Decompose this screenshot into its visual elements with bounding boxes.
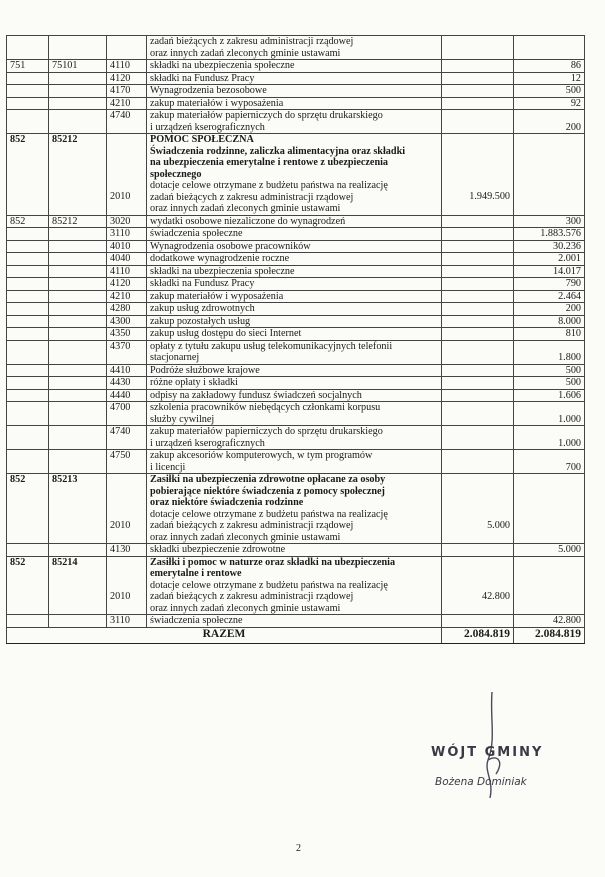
cell-description bbox=[147, 253, 442, 266]
cell-description bbox=[147, 364, 442, 377]
cell-rozdzial bbox=[49, 615, 107, 628]
cell-description bbox=[147, 228, 442, 241]
description-line: stacjonarnej bbox=[150, 352, 200, 363]
signature-title: WÓJT GMINY bbox=[431, 745, 544, 760]
cell-paragraf: 4440 bbox=[107, 389, 147, 402]
cell-description bbox=[147, 72, 442, 85]
cell-paragraf bbox=[107, 36, 147, 60]
cell-paragraf: 4110 bbox=[107, 265, 147, 278]
description-line: zadań bieżących z zakresu administracji rządowej bbox=[150, 191, 354, 203]
cell-decrease: 42.800 bbox=[514, 615, 585, 628]
description-line: zakup akcesoriów komputerowych, w tym programów bbox=[150, 450, 373, 461]
table-row bbox=[7, 389, 585, 402]
total-label: RAZEM bbox=[7, 627, 442, 643]
cell-paragraf: 4120 bbox=[107, 72, 147, 85]
table-row bbox=[7, 450, 585, 474]
cell-rozdzial: 75101 bbox=[49, 60, 107, 73]
cell-paragraf: 4740 bbox=[107, 426, 147, 450]
cell-description bbox=[147, 110, 442, 134]
description-line: składki ubezpieczenie zdrowotne bbox=[150, 544, 286, 555]
cell-paragraf: 4700 bbox=[107, 402, 147, 426]
total-row bbox=[7, 627, 585, 643]
cell-paragraf: 4280 bbox=[107, 303, 147, 316]
description-line: szkolenia pracowników niebędących członkami korpusu bbox=[150, 402, 381, 413]
cell-description bbox=[147, 328, 442, 341]
budget-table bbox=[6, 35, 585, 644]
table-row bbox=[7, 544, 585, 557]
cell-decrease: 700 bbox=[514, 450, 585, 474]
cell-paragraf: 4210 bbox=[107, 290, 147, 303]
description-line: zakup usług dostępu do sieci Internet bbox=[150, 328, 302, 339]
cell-dzial bbox=[7, 615, 49, 628]
cell-increase bbox=[442, 85, 514, 98]
cell-description bbox=[147, 265, 442, 278]
cell-decrease: 200 bbox=[514, 110, 585, 134]
description-line: zadań bieżących z zakresu administracji rządowej bbox=[150, 520, 354, 531]
description-line: Wynagrodzenia osobowe pracowników bbox=[150, 240, 311, 252]
cell-dzial bbox=[7, 315, 49, 328]
cell-rozdzial bbox=[49, 97, 107, 110]
cell-increase bbox=[442, 389, 514, 402]
cell-increase bbox=[442, 278, 514, 291]
cell-description bbox=[147, 240, 442, 253]
description-line: składki na ubezpieczenia społeczne bbox=[150, 265, 295, 277]
cell-dzial: 852 bbox=[7, 556, 49, 615]
cell-decrease: 92 bbox=[514, 97, 585, 110]
cell-rozdzial bbox=[49, 72, 107, 85]
table-row bbox=[7, 85, 585, 98]
cell-increase: 42.800 bbox=[442, 556, 514, 615]
signature-block bbox=[425, 740, 595, 800]
cell-description bbox=[147, 134, 442, 216]
cell-paragraf: 4130 bbox=[107, 544, 147, 557]
cell-rozdzial bbox=[49, 544, 107, 557]
description-line: służby cywilnej bbox=[150, 413, 215, 425]
table-row bbox=[7, 556, 585, 615]
cell-dzial: 751 bbox=[7, 60, 49, 73]
table-row bbox=[7, 228, 585, 241]
cell-decrease: 2.464 bbox=[514, 290, 585, 303]
cell-rozdzial: 85213 bbox=[49, 474, 107, 544]
cell-decrease: 500 bbox=[514, 364, 585, 377]
cell-decrease: 5.000 bbox=[514, 544, 585, 557]
cell-increase bbox=[442, 215, 514, 228]
cell-paragraf: 3110 bbox=[107, 228, 147, 241]
cell-increase bbox=[442, 72, 514, 85]
cell-dzial bbox=[7, 450, 49, 474]
cell-paragraf: 3110 bbox=[107, 615, 147, 628]
cell-increase bbox=[442, 240, 514, 253]
cell-rozdzial bbox=[49, 402, 107, 426]
cell-rozdzial bbox=[49, 315, 107, 328]
cell-dzial bbox=[7, 278, 49, 291]
cell-decrease: 1.883.576 bbox=[514, 228, 585, 241]
description-line: zadań bieżących z zakresu administracji rządowej bbox=[150, 591, 354, 602]
table-row bbox=[7, 315, 585, 328]
cell-increase bbox=[442, 340, 514, 364]
cell-decrease bbox=[514, 474, 585, 544]
description-line: oraz innych zadań zleconych gminie ustawami bbox=[150, 47, 341, 59]
cell-rozdzial bbox=[49, 377, 107, 390]
cell-paragraf: 2010 bbox=[107, 474, 147, 544]
table-row bbox=[7, 426, 585, 450]
cell-rozdzial: 85212 bbox=[49, 134, 107, 216]
cell-increase bbox=[442, 303, 514, 316]
cell-increase: 1.949.500 bbox=[442, 134, 514, 216]
cell-decrease: 1.800 bbox=[514, 340, 585, 364]
cell-dzial: 852 bbox=[7, 474, 49, 544]
table-row bbox=[7, 474, 585, 544]
cell-dzial bbox=[7, 340, 49, 364]
cell-decrease: 810 bbox=[514, 328, 585, 341]
table-row bbox=[7, 364, 585, 377]
cell-paragraf: 4750 bbox=[107, 450, 147, 474]
cell-paragraf: 4350 bbox=[107, 328, 147, 341]
cell-rozdzial: 85214 bbox=[49, 556, 107, 615]
cell-description bbox=[147, 426, 442, 450]
cell-paragraf: 2010 bbox=[107, 134, 147, 216]
cell-dzial bbox=[7, 36, 49, 60]
description-line: składki na Fundusz Pracy bbox=[150, 72, 255, 84]
cell-increase bbox=[442, 615, 514, 628]
description-line: emerytalne i rentowe bbox=[150, 568, 242, 579]
description-line: Zasiłki na ubezpieczenia zdrowotne opłacane za osoby bbox=[150, 474, 386, 485]
table-row bbox=[7, 60, 585, 73]
cell-decrease: 30.236 bbox=[514, 240, 585, 253]
cell-description bbox=[147, 377, 442, 390]
cell-rozdzial bbox=[49, 110, 107, 134]
cell-rozdzial bbox=[49, 265, 107, 278]
cell-dzial bbox=[7, 290, 49, 303]
cell-description bbox=[147, 215, 442, 228]
cell-increase bbox=[442, 544, 514, 557]
cell-description bbox=[147, 315, 442, 328]
cell-dzial bbox=[7, 426, 49, 450]
cell-rozdzial bbox=[49, 303, 107, 316]
table-row bbox=[7, 290, 585, 303]
cell-decrease: 500 bbox=[514, 377, 585, 390]
table-row bbox=[7, 97, 585, 110]
description-line: opłaty z tytułu zakupu usług telekomunikacyjnych telefonii bbox=[150, 340, 393, 352]
cell-increase bbox=[442, 97, 514, 110]
cell-decrease bbox=[514, 556, 585, 615]
table-row bbox=[7, 402, 585, 426]
cell-rozdzial bbox=[49, 240, 107, 253]
description-line: zadań bieżących z zakresu administracji rządowej bbox=[150, 36, 354, 47]
cell-decrease: 1.606 bbox=[514, 389, 585, 402]
cell-rozdzial bbox=[49, 253, 107, 266]
cell-decrease: 12 bbox=[514, 72, 585, 85]
table-row bbox=[7, 240, 585, 253]
cell-dzial bbox=[7, 544, 49, 557]
cell-rozdzial bbox=[49, 228, 107, 241]
table-row bbox=[7, 134, 585, 216]
cell-description bbox=[147, 450, 442, 474]
cell-dzial bbox=[7, 402, 49, 426]
cell-dzial bbox=[7, 328, 49, 341]
description-line: składki na Fundusz Pracy bbox=[150, 278, 255, 289]
cell-increase bbox=[442, 253, 514, 266]
cell-paragraf: 4410 bbox=[107, 364, 147, 377]
description-line: Podróże służbowe krajowe bbox=[150, 364, 260, 376]
cell-dzial: 852 bbox=[7, 134, 49, 216]
description-line: zakup materiałów papierniczych do sprzętu drukarskiego bbox=[150, 426, 383, 437]
description-line: Wynagrodzenia bezosobowe bbox=[150, 85, 267, 96]
cell-rozdzial bbox=[49, 389, 107, 402]
cell-dzial bbox=[7, 240, 49, 253]
table-row bbox=[7, 36, 585, 60]
description-line: zakup materiałów papierniczych do sprzętu drukarskiego bbox=[150, 110, 383, 121]
cell-increase bbox=[442, 60, 514, 73]
cell-description bbox=[147, 303, 442, 316]
cell-rozdzial bbox=[49, 426, 107, 450]
description-line: składki na ubezpieczenia społeczne bbox=[150, 60, 295, 71]
table-row bbox=[7, 72, 585, 85]
cell-dzial bbox=[7, 377, 49, 390]
cell-paragraf: 4120 bbox=[107, 278, 147, 291]
description-line: dotacje celowe otrzymane z budżetu państwa na realizację bbox=[150, 579, 388, 591]
table-row bbox=[7, 303, 585, 316]
description-line: społecznego bbox=[150, 168, 202, 180]
cell-increase bbox=[442, 377, 514, 390]
cell-dzial bbox=[7, 364, 49, 377]
table-row bbox=[7, 377, 585, 390]
cell-paragraf: 4370 bbox=[107, 340, 147, 364]
description-line: dotacje celowe otrzymane z budżetu państwa na realizację bbox=[150, 180, 388, 191]
cell-dzial bbox=[7, 265, 49, 278]
cell-rozdzial bbox=[49, 328, 107, 341]
cell-decrease: 8.000 bbox=[514, 315, 585, 328]
cell-increase bbox=[442, 450, 514, 474]
description-line: zakup materiałów i wyposażenia bbox=[150, 97, 284, 109]
description-line: zakup pozostałych usług bbox=[150, 315, 251, 327]
description-line: i urządzeń kserograficznych bbox=[150, 437, 265, 449]
description-line: oraz innych zadań zleconych gminie ustawami bbox=[150, 203, 341, 214]
cell-description bbox=[147, 556, 442, 615]
cell-rozdzial bbox=[49, 36, 107, 60]
cell-paragraf: 4010 bbox=[107, 240, 147, 253]
table-row bbox=[7, 265, 585, 278]
cell-paragraf: 2010 bbox=[107, 556, 147, 615]
cell-rozdzial bbox=[49, 85, 107, 98]
cell-paragraf: 4740 bbox=[107, 110, 147, 134]
description-line: i urządzeń kserograficznych bbox=[150, 121, 265, 133]
cell-description bbox=[147, 278, 442, 291]
budget-table-container bbox=[6, 35, 584, 644]
description-line: na ubezpieczenia emerytalne i rentowe z ubezpieczenia bbox=[150, 157, 389, 168]
cell-description bbox=[147, 340, 442, 364]
cell-dzial bbox=[7, 72, 49, 85]
cell-decrease: 2.001 bbox=[514, 253, 585, 266]
table-row bbox=[7, 215, 585, 228]
description-line: POMOC SPOŁECZNA bbox=[150, 134, 254, 145]
cell-description bbox=[147, 290, 442, 303]
cell-increase bbox=[442, 228, 514, 241]
cell-rozdzial bbox=[49, 278, 107, 291]
cell-rozdzial bbox=[49, 340, 107, 364]
cell-decrease: 200 bbox=[514, 303, 585, 316]
cell-decrease: 14.017 bbox=[514, 265, 585, 278]
cell-paragraf: 4300 bbox=[107, 315, 147, 328]
description-line: wydatki osobowe niezaliczone do wynagrodzeń bbox=[150, 215, 346, 227]
budget-table-body bbox=[7, 36, 585, 628]
table-row bbox=[7, 615, 585, 628]
cell-increase bbox=[442, 265, 514, 278]
cell-paragraf: 4170 bbox=[107, 85, 147, 98]
description-line: dodatkowe wynagrodzenie roczne bbox=[150, 253, 290, 264]
signature-name: Bożena Dominiak bbox=[435, 776, 527, 788]
table-row bbox=[7, 253, 585, 266]
cell-paragraf: 4040 bbox=[107, 253, 147, 266]
description-line: różne opłaty i składki bbox=[150, 377, 238, 388]
cell-increase bbox=[442, 402, 514, 426]
description-line: świadczenia społeczne bbox=[150, 228, 243, 239]
table-row bbox=[7, 340, 585, 364]
total-minus: 2.084.819 bbox=[514, 627, 585, 643]
cell-increase: 5.000 bbox=[442, 474, 514, 544]
table-row bbox=[7, 278, 585, 291]
cell-increase bbox=[442, 315, 514, 328]
description-line: Zasiłki i pomoc w naturze oraz składki na ubezpieczenia bbox=[150, 556, 396, 568]
cell-description bbox=[147, 474, 442, 544]
cell-increase bbox=[442, 328, 514, 341]
cell-paragraf: 4430 bbox=[107, 377, 147, 390]
cell-description bbox=[147, 615, 442, 628]
cell-increase bbox=[442, 364, 514, 377]
cell-dzial bbox=[7, 389, 49, 402]
cell-description bbox=[147, 60, 442, 73]
cell-dzial bbox=[7, 253, 49, 266]
table-row bbox=[7, 328, 585, 341]
description-line: zakup materiałów i wyposażenia bbox=[150, 290, 284, 302]
description-line: oraz niektóre świadczenia rodzinne bbox=[150, 497, 304, 508]
cell-description bbox=[147, 402, 442, 426]
cell-dzial bbox=[7, 97, 49, 110]
cell-rozdzial: 85212 bbox=[49, 215, 107, 228]
total-plus: 2.084.819 bbox=[442, 627, 514, 643]
cell-paragraf: 4110 bbox=[107, 60, 147, 73]
cell-paragraf: 4210 bbox=[107, 97, 147, 110]
cell-dzial: 852 bbox=[7, 215, 49, 228]
cell-increase bbox=[442, 36, 514, 60]
table-row bbox=[7, 110, 585, 134]
description-line: dotacje celowe otrzymane z budżetu państwa na realizację bbox=[150, 508, 388, 520]
cell-decrease: 1.000 bbox=[514, 402, 585, 426]
cell-dzial bbox=[7, 228, 49, 241]
cell-description bbox=[147, 389, 442, 402]
cell-increase bbox=[442, 290, 514, 303]
cell-rozdzial bbox=[49, 450, 107, 474]
page-number: 2 bbox=[296, 843, 301, 854]
cell-dzial bbox=[7, 110, 49, 134]
description-line: Świadczenia rodzinne, zaliczka alimentacyjna oraz składki bbox=[150, 145, 406, 157]
cell-decrease: 500 bbox=[514, 85, 585, 98]
description-line: oraz innych zadań zleconych gminie ustawami bbox=[150, 531, 341, 543]
description-line: pobierające niektóre świadczenia z pomocy społecznej bbox=[150, 485, 385, 497]
cell-decrease bbox=[514, 36, 585, 60]
description-line: oraz innych zadań zleconych gminie ustawami bbox=[150, 602, 341, 614]
cell-decrease bbox=[514, 134, 585, 216]
cell-description bbox=[147, 85, 442, 98]
cell-increase bbox=[442, 426, 514, 450]
description-line: odpisy na zakładowy fundusz świadczeń socjalnych bbox=[150, 389, 362, 401]
cell-decrease: 300 bbox=[514, 215, 585, 228]
cell-decrease: 1.000 bbox=[514, 426, 585, 450]
cell-description bbox=[147, 97, 442, 110]
cell-dzial bbox=[7, 85, 49, 98]
cell-dzial bbox=[7, 303, 49, 316]
description-line: zakup usług zdrowotnych bbox=[150, 303, 255, 314]
cell-rozdzial bbox=[49, 364, 107, 377]
cell-rozdzial bbox=[49, 290, 107, 303]
description-line: i licencji bbox=[150, 461, 186, 473]
cell-description bbox=[147, 544, 442, 557]
cell-paragraf: 3020 bbox=[107, 215, 147, 228]
cell-decrease: 790 bbox=[514, 278, 585, 291]
cell-decrease: 86 bbox=[514, 60, 585, 73]
description-line: świadczenia społeczne bbox=[150, 615, 243, 626]
cell-description bbox=[147, 36, 442, 60]
cell-increase bbox=[442, 110, 514, 134]
